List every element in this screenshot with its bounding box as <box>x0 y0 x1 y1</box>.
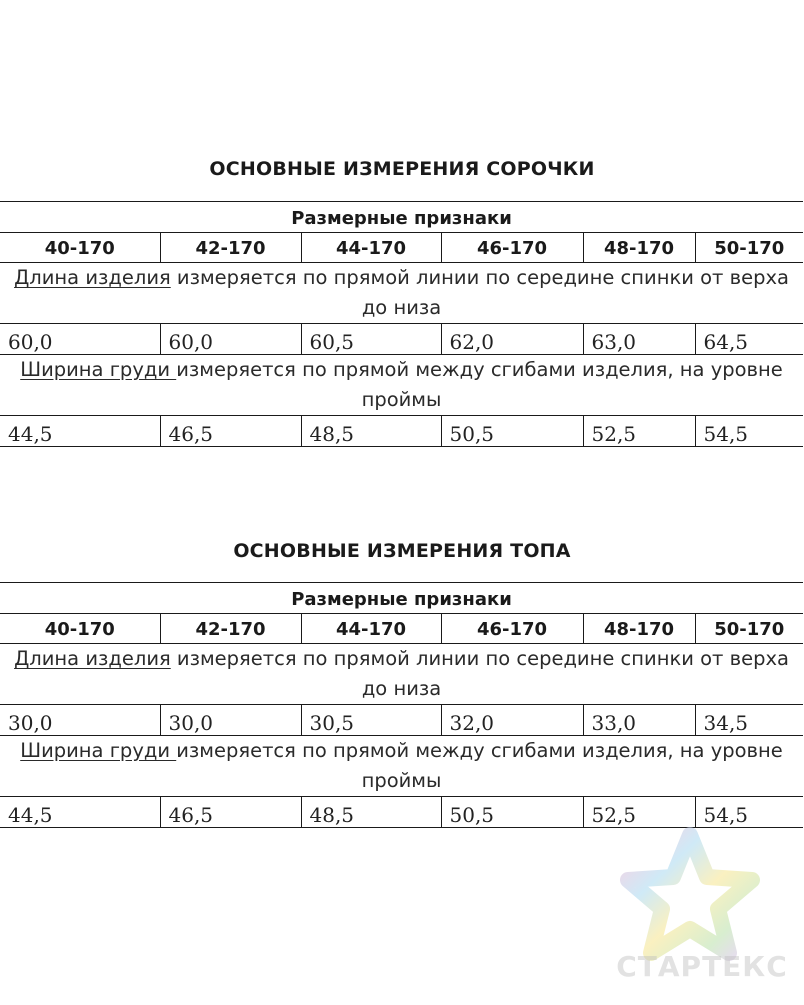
size-column-header: 44-170 <box>301 614 441 644</box>
size-column-header: 48-170 <box>583 614 695 644</box>
size-attributes-header: Размерные признаки <box>0 583 803 614</box>
size-column-header: 42-170 <box>160 614 301 644</box>
size-column-header: 50-170 <box>695 614 803 644</box>
length-value: 34,5 <box>695 705 803 736</box>
size-column-header: 44-170 <box>301 233 441 263</box>
star-logo-icon <box>628 835 752 953</box>
chest-value: 48,5 <box>301 416 441 447</box>
top-section-title: ОСНОВНЫЕ ИЗМЕРЕНИЯ ТОПА <box>233 540 571 562</box>
watermark-text: СТАРТЕКС <box>616 950 788 983</box>
chest-value: 46,5 <box>160 416 301 447</box>
size-column-header: 50-170 <box>695 233 803 263</box>
length-value: 63,0 <box>583 324 695 355</box>
chest-term: Ширина груди <box>20 739 177 762</box>
chest-value: 44,5 <box>0 797 160 828</box>
chest-value: 44,5 <box>0 416 160 447</box>
length-text: измеряется по прямой линии по середине спинки от верха до низа <box>170 647 789 700</box>
chest-term: Ширина груди <box>20 358 177 381</box>
chest-value: 50,5 <box>441 797 583 828</box>
shirt-section-title: ОСНОВНЫЕ ИЗМЕРЕНИЯ СОРОЧКИ <box>209 158 595 180</box>
length-value: 30,0 <box>0 705 160 736</box>
length-description <box>0 263 803 324</box>
size-column-header: 40-170 <box>0 614 160 644</box>
chest-description <box>0 355 803 416</box>
length-text: измеряется по прямой линии по середине спинки от верха до низа <box>170 266 789 319</box>
size-column-header: 40-170 <box>0 233 160 263</box>
chest-value: 52,5 <box>583 416 695 447</box>
length-value: 32,0 <box>441 705 583 736</box>
chest-value: 50,5 <box>441 416 583 447</box>
length-value: 60,0 <box>0 324 160 355</box>
size-column-header: 48-170 <box>583 233 695 263</box>
length-value: 62,0 <box>441 324 583 355</box>
top-measurements-table <box>0 582 803 828</box>
chest-value: 54,5 <box>695 416 803 447</box>
length-value: 60,0 <box>160 324 301 355</box>
chest-value: 52,5 <box>583 797 695 828</box>
length-value: 60,5 <box>301 324 441 355</box>
size-column-header: 46-170 <box>441 614 583 644</box>
length-value: 30,0 <box>160 705 301 736</box>
chest-text: измеряется по прямой между сгибами изделия, на уровне проймы <box>176 358 783 411</box>
length-description <box>0 644 803 705</box>
chest-description <box>0 736 803 797</box>
chest-value: 54,5 <box>695 797 803 828</box>
chest-text: измеряется по прямой между сгибами изделия, на уровне проймы <box>176 739 783 792</box>
size-attributes-header: Размерные признаки <box>0 202 803 233</box>
size-column-header: 42-170 <box>160 233 301 263</box>
length-term: Длина изделия <box>14 266 171 289</box>
shirt-measurements-table <box>0 201 803 447</box>
length-value: 33,0 <box>583 705 695 736</box>
chest-value: 48,5 <box>301 797 441 828</box>
length-value: 64,5 <box>695 324 803 355</box>
length-value: 30,5 <box>301 705 441 736</box>
size-column-header: 46-170 <box>441 233 583 263</box>
length-term: Длина изделия <box>14 647 171 670</box>
chest-value: 46,5 <box>160 797 301 828</box>
